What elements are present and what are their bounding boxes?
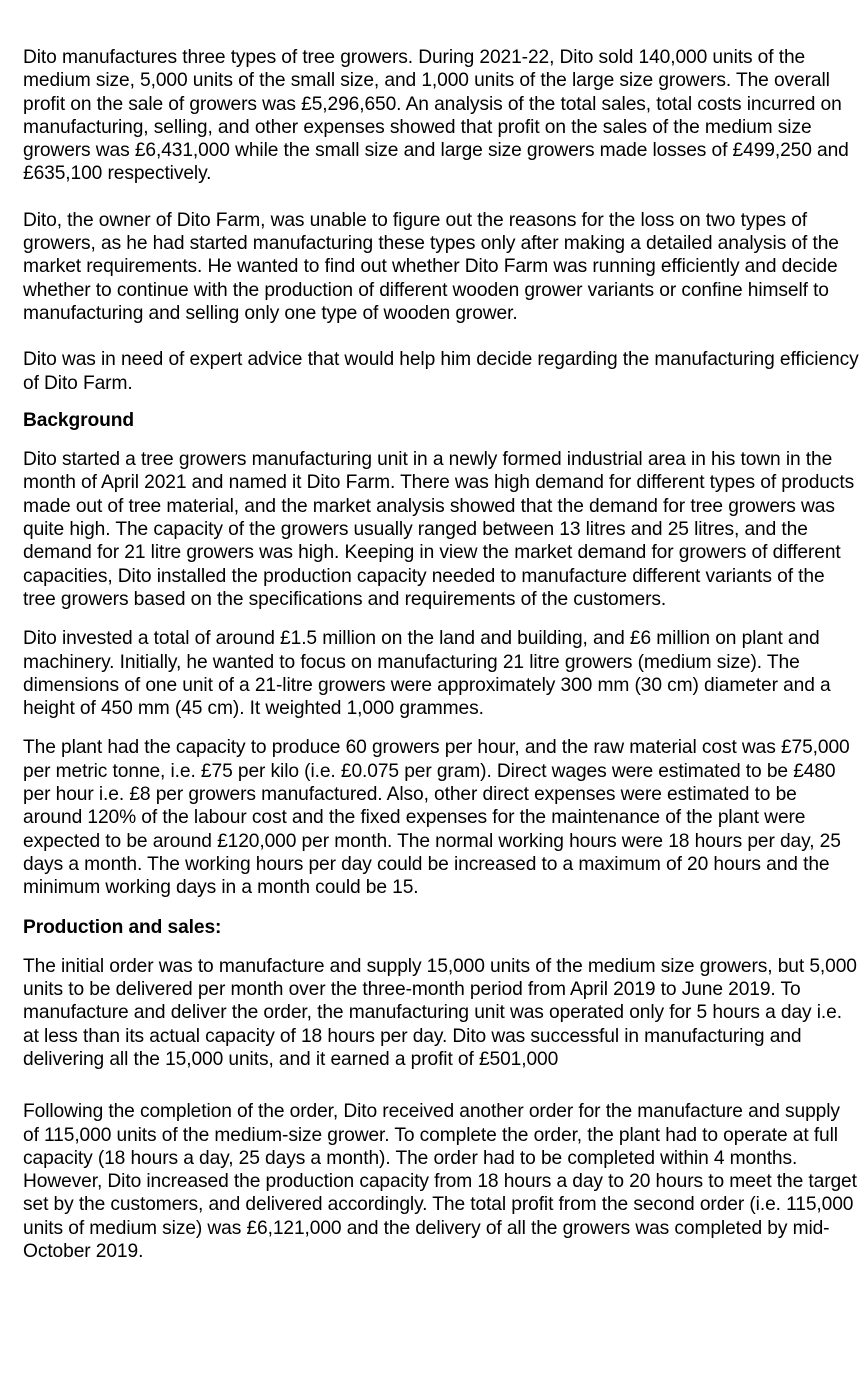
production-paragraph-2: Following the completion of the order, Dito received another order for the manufacture and supply of 115,000 units of the medium-size grower. To complete the order, the plant had to operate at full capacity (18 hours a day, 25 days a month). The order had to be completed within 4 months. However, Dito increased the production capacity from 18 hours a day to 20 hours to meet the target set by the customers, and delivered accordingly. The total profit from the second order (i.e. 115,000 units of medium size) was £6,121,000 and the delivery of all the growers was completed by mid-October 2019. <box>23 1101 857 1263</box>
intro-paragraph-1: Dito manufactures three types of tree growers. During 2021-22, Dito sold 140,000 units of the medium size, 5,000 units of the small size, and 1,000 units of the large size growers. The overall profit on the sale of growers was £5,296,650. An analysis of the total sales, total costs incurred on manufacturing, selling, and other expenses showed that profit on the sales of the medium size growers was £6,431,000 while the small size and large size growers made losses of £499,250 and £635,100 respectively. <box>23 47 849 185</box>
document-page <box>23 46 859 1263</box>
background-heading: Background <box>23 409 134 431</box>
intro-paragraph-3: Dito was in need of expert advice that would help him decide regarding the manufacturing efficiency of Dito Farm. <box>23 349 859 394</box>
production-heading: Production and sales: <box>23 916 222 938</box>
intro-paragraph-2: Dito, the owner of Dito Farm, was unable to figure out the reasons for the loss on two types of growers, as he had started manufacturing these types only after making a detailed analysis of the market requirements. He wanted to find out whether Dito Farm was running efficiently and decide whether to continue with the production of different wooden grower variants or confine himself to manufacturing and selling only one type of wooden grower. <box>23 209 839 324</box>
background-paragraph-1: Dito started a tree growers manufacturing unit in a newly formed industrial area in his town in the month of April 2021 and named it Dito Farm. There was high demand for different types of products made out of tree material, and the market analysis showed that the demand for tree growers was quite high. The capacity of the growers usually ranged between 13 litres and 25 litres, and the demand for 21 litre growers was high. Keeping in view the market demand for growers of different capacities, Dito installed the production capacity needed to manufacture different variants of the tree growers based on the specifications and requirements of the customers. <box>23 449 855 610</box>
background-paragraph-2: Dito invested a total of around £1.5 million on the land and building, and £6 million on plant and machinery. Initially, he wanted to focus on manufacturing 21 litre growers (medium size). The dimensions of one unit of a 21-litre growers were approximately 300 mm (30 cm) diameter and a height of 450 mm (45 cm). It weighted 1,000 grammes. <box>23 628 831 720</box>
production-paragraph-1: The initial order was to manufacture and supply 15,000 units of the medium size growers, but 5,000 units to be delivered per month over the three-month period from April 2019 to June 2019. To manufacture and deliver the order, the manufacturing unit was operated only for 5 hours a day i.e. at less than its actual capacity of 18 hours per day. Dito was successful in manufacturing and delivering all the 15,000 units, and it earned a profit of £501,000 <box>23 955 857 1070</box>
background-paragraph-3: The plant had the capacity to produce 60 growers per hour, and the raw material cost was £75,000 per metric tonne, i.e. £75 per kilo (i.e. £0.075 per gram). Direct wages were estimated to be £480 per hour i.e. £8 per growers manufactured. Also, other direct expenses were estimated to be around 120% of the labour cost and the fixed expenses for the maintenance of the plant were expected to be around £120,000 per month. The normal working hours were 18 hours per day, 25 days a month. The working hours per day could be increased to a maximum of 20 hours and the minimum working days in a month could be 15. <box>23 737 850 899</box>
